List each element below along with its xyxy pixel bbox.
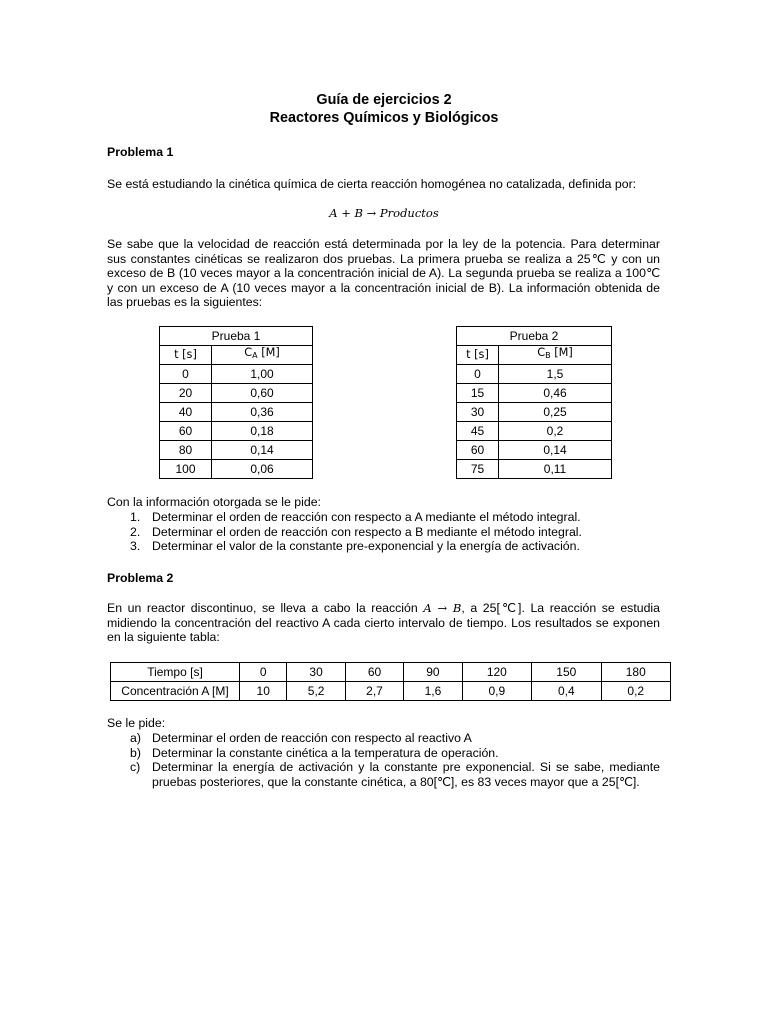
table-cell: 20 xyxy=(160,384,212,403)
table-cell: 10 xyxy=(240,682,287,701)
list-item: c) Determinar la energía de activación y la constante pre exponencial. Si se sabe, mediante pruebas posteriores, que la constante cinética, a 80[℃], es 83 veces mayor que a 25[℃]. xyxy=(130,760,660,789)
row-label-tiempo: Tiempo [s] xyxy=(111,663,240,682)
problema1-heading: Problema 1 xyxy=(107,145,174,159)
table-cell: 0,2 xyxy=(499,422,612,441)
list-item: 3. Determinar el valor de la constante pre-exponencial y la energía de activación. xyxy=(130,539,580,554)
table-cell: 0,25 xyxy=(499,403,612,422)
problema2-ask: Se le pide: xyxy=(107,716,166,730)
table-cell: 1,5 xyxy=(499,365,612,384)
table-cell: 15 xyxy=(457,384,499,403)
table-cell: 0 xyxy=(160,365,212,384)
table-cell: 100 xyxy=(160,460,212,479)
list-item: b) Determinar la constante cinética a la temperatura de operación. xyxy=(130,745,499,760)
table-cell: 0,18 xyxy=(212,422,313,441)
prueba2-col-t: t [s] xyxy=(457,346,499,365)
table-cell: 75 xyxy=(457,460,499,479)
list-item: 1. Determinar el orden de reacción con respecto a A mediante el método integral. xyxy=(130,510,581,524)
table-cell: 0 xyxy=(457,365,499,384)
table-cell: 40 xyxy=(160,403,212,422)
problema2-task-list xyxy=(130,731,660,789)
table-cell: 90 xyxy=(404,663,462,682)
table-cell: 0,60 xyxy=(212,384,313,403)
table-cell: 5,2 xyxy=(287,682,345,701)
table-cell: 2,7 xyxy=(345,682,403,701)
problema2-table xyxy=(110,662,671,701)
table-cell: 80 xyxy=(160,441,212,460)
reaction-equation: A + B → Productos xyxy=(329,206,439,220)
table-cell: 1,6 xyxy=(404,682,462,701)
row-label-concentracion: Concentración A [M] xyxy=(111,682,240,701)
table-cell: 0 xyxy=(240,663,287,682)
problema2-heading: Problema 2 xyxy=(107,571,174,585)
table-cell: 0,9 xyxy=(462,682,531,701)
problema2-description: En un reactor discontinuo, se lleva a cabo la reacción A → B, a 25[℃]. La reacción se estudia midiendo la concentración del reactivo A cada cierto intervalo de tiempo. Los resultados se exponen en la siguiente tabla: xyxy=(107,601,660,645)
table-cell: 0,46 xyxy=(499,384,612,403)
table-cell: 0,14 xyxy=(499,441,612,460)
list-item: a) Determinar el orden de reacción con respecto al reactivo A xyxy=(130,731,472,745)
table-cell: 60 xyxy=(457,441,499,460)
prueba2-table xyxy=(456,326,612,479)
problema1-task-list xyxy=(130,510,660,554)
table-cell: 150 xyxy=(532,663,601,682)
table-cell: 0,14 xyxy=(212,441,313,460)
problema1-description: Se sabe que la velocidad de reacción está determinada por la ley de la potencia. Para determinar sus constantes cinéticas se realizaron dos pruebas. La primera prueba se realiza a 25℃ y con un exceso de B (10 veces mayor a la concentración inicial de A). La segunda prueba se realiza a 100℃ y con un exceso de A (10 veces mayor a la concentración inicial de B). La información obtenida de las pruebas es la siguientes: xyxy=(107,237,660,310)
table-cell: 0,36 xyxy=(212,403,313,422)
prueba2-col-c: $C_B$ [M] xyxy=(499,346,612,365)
table-cell: 0,4 xyxy=(532,682,601,701)
table-cell: 0,06 xyxy=(212,460,313,479)
prueba1-title: Prueba 1 xyxy=(160,327,313,346)
table-cell: 60 xyxy=(345,663,403,682)
prueba1-table xyxy=(159,326,313,479)
table-cell: 45 xyxy=(457,422,499,441)
table-cell: 60 xyxy=(160,422,212,441)
prueba1-col-c: $C_A$ [M] xyxy=(212,346,313,365)
page-title: Guía de ejercicios 2 xyxy=(316,92,452,108)
table-cell: 0,2 xyxy=(601,682,671,701)
list-item: 2. Determinar el orden de reacción con respecto a B mediante el método integral. xyxy=(130,524,582,539)
table-cell: 120 xyxy=(462,663,531,682)
page-subtitle: Reactores Químicos y Biológicos xyxy=(269,110,499,126)
table-cell: 30 xyxy=(457,403,499,422)
problema1-intro: Se está estudiando la cinética química de cierta reacción homogénea no catalizada, definida por: xyxy=(107,177,637,191)
reaction-inline: A → B xyxy=(423,601,462,615)
prueba2-title: Prueba 2 xyxy=(457,327,612,346)
table-cell: 30 xyxy=(287,663,345,682)
prueba1-col-t: t [s] xyxy=(160,346,212,365)
table-cell: 0,11 xyxy=(499,460,612,479)
problema1-ask: Con la información otorgada se le pide: xyxy=(107,495,321,509)
table-cell: 180 xyxy=(601,663,671,682)
table-cell: 1,00 xyxy=(212,365,313,384)
